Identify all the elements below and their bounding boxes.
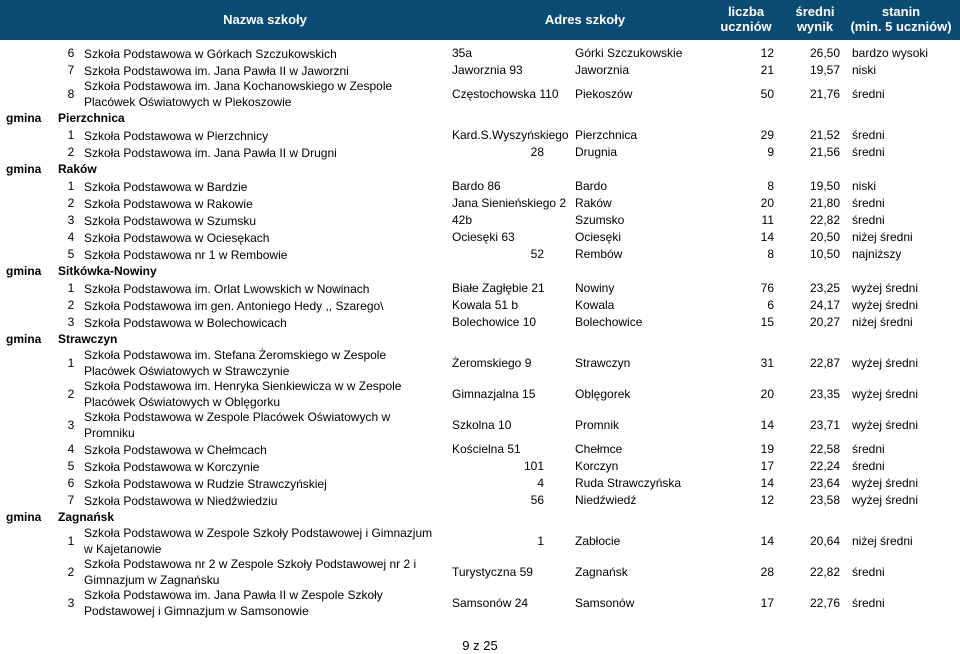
stanin-level: wyżej średni	[852, 280, 919, 295]
student-count: 15	[760, 314, 774, 329]
school-name: Szkoła Podstawowa w Zespole Szkoły Podstawowej i Gimnazjum w Kajetanowie	[84, 526, 433, 556]
row-number: 7	[67, 62, 75, 77]
row-number: 8	[67, 86, 75, 101]
school-city: Niedźwiedź	[575, 492, 637, 507]
header-count-line2: uczniów	[720, 19, 772, 34]
student-count: 9	[767, 144, 774, 159]
stanin-level: wyżej średni	[852, 417, 919, 432]
table-row	[0, 409, 960, 440]
school-address: Kowala 51 b	[452, 297, 519, 312]
school-name: Szkoła Podstawowa im. Henryka Sienkiewicza w w Zespole Placówek Oświatowych w Oblęgorku	[84, 379, 402, 409]
student-count: 8	[767, 246, 774, 261]
school-city: Bolechowice	[575, 314, 643, 329]
school-city: Drugnia	[575, 144, 618, 159]
stanin-level: średni	[852, 441, 885, 456]
student-count: 17	[760, 595, 774, 610]
school-address: Bardo 86	[452, 178, 501, 193]
gmina-row	[0, 330, 960, 347]
row-number: 3	[67, 417, 75, 432]
results-table	[0, 44, 960, 618]
student-count: 29	[760, 127, 774, 142]
school-city: Raków	[575, 195, 612, 210]
school-name: Szkoła Podstawowa im gen. Antoniego Hedy ,, Szarego\	[84, 298, 384, 313]
stanin-level: wyżej średni	[852, 355, 919, 370]
stanin-level: niżej średni	[852, 314, 913, 329]
header-level-line2: (min. 5 uczniów)	[850, 19, 952, 34]
table-row	[0, 143, 960, 160]
school-address: Turystyczna 59	[452, 564, 533, 579]
average-score: 26,50	[809, 45, 840, 60]
row-number: 2	[67, 564, 75, 579]
gmina-name: Raków	[58, 161, 97, 176]
row-number: 2	[67, 386, 75, 401]
student-count: 76	[760, 280, 774, 295]
average-score: 24,17	[809, 297, 840, 312]
average-score: 21,76	[809, 86, 840, 101]
stanin-level: wyżej średni	[852, 492, 919, 507]
row-number: 1	[67, 127, 75, 142]
school-city: Zabłocie	[575, 533, 621, 548]
school-name: Szkoła Podstawowa w Rudzie Strawczyńskiej	[84, 476, 327, 491]
school-address: Kard.S.Wyszyńskiego	[452, 127, 569, 142]
student-count: 21	[760, 62, 774, 77]
gmina-name: Zagnańsk	[58, 509, 115, 524]
school-city: Samsonów	[575, 595, 635, 610]
school-name: Szkoła Podstawowa im. Jana Pawła II w Jaworzni	[84, 63, 349, 78]
table-row	[0, 177, 960, 194]
school-city: Ruda Strawczyńska	[575, 475, 682, 490]
row-number: 1	[67, 280, 75, 295]
school-name: Szkoła Podstawowa w Pierzchnicy	[84, 128, 269, 143]
table-row	[0, 126, 960, 143]
stanin-level: średni	[852, 144, 885, 159]
header-name: Nazwa szkoły	[223, 12, 307, 27]
student-count: 11	[761, 212, 774, 227]
table-row	[0, 457, 960, 474]
student-count: 14	[760, 475, 774, 490]
table-row	[0, 245, 960, 262]
average-score: 23,35	[809, 386, 840, 401]
stanin-level: wyżej średni	[852, 386, 919, 401]
row-number: 1	[67, 355, 75, 370]
stanin-level: średni	[852, 86, 885, 101]
average-score: 23,64	[809, 475, 840, 490]
student-count: 31	[760, 355, 774, 370]
row-number: 1	[67, 533, 75, 548]
average-score: 21,56	[809, 144, 840, 159]
gmina-row	[0, 160, 960, 177]
average-score: 20,50	[809, 229, 840, 244]
stanin-level: średni	[852, 212, 885, 227]
school-name: Szkoła Podstawowa w Chełmcach	[84, 442, 267, 457]
school-city: Promnik	[575, 417, 620, 432]
table-row	[0, 347, 960, 378]
table-header	[0, 0, 960, 40]
school-address: Kościelna 51	[452, 441, 521, 456]
student-count: 14	[760, 417, 774, 432]
average-score: 22,58	[809, 441, 840, 456]
school-address: Częstochowska 110	[452, 86, 559, 101]
school-city: Piekoszów	[575, 86, 633, 101]
student-count: 14	[760, 229, 774, 244]
school-address: Żeromskiego 9	[452, 355, 532, 370]
average-score: 20,27	[809, 314, 840, 329]
table-row	[0, 279, 960, 296]
row-number: 1	[67, 178, 75, 193]
table-row	[0, 474, 960, 491]
table-row	[0, 440, 960, 457]
row-number: 5	[67, 246, 75, 261]
table-row	[0, 587, 960, 618]
stanin-level: średni	[852, 127, 885, 142]
average-score: 22,82	[809, 212, 840, 227]
average-score: 21,52	[809, 127, 840, 142]
stanin-level: najniższy	[852, 246, 902, 261]
average-score: 22,76	[809, 595, 840, 610]
student-count: 14	[760, 533, 774, 548]
average-score: 23,71	[809, 417, 840, 432]
table-row	[0, 525, 960, 556]
row-number: 2	[67, 195, 75, 210]
stanin-level: wyżej średni	[852, 475, 919, 490]
stanin-level: niżej średni	[852, 229, 913, 244]
gmina-label: gmina	[6, 509, 42, 524]
row-number: 3	[67, 314, 75, 329]
header-avg-line2: wynik	[796, 19, 834, 34]
school-address: 28	[530, 144, 544, 159]
student-count: 12	[760, 45, 774, 60]
school-name: Szkoła Podstawowa nr 1 w Rembowie	[84, 247, 288, 262]
average-score: 22,24	[809, 458, 840, 473]
average-score: 21,80	[809, 195, 840, 210]
stanin-level: niżej średni	[852, 533, 913, 548]
row-number: 2	[67, 297, 75, 312]
school-address: 42b	[452, 212, 473, 227]
student-count: 12	[760, 492, 774, 507]
school-name: Szkoła Podstawowa im. Orlat Lwowskich w Nowinach	[84, 281, 370, 296]
row-number: 4	[67, 441, 75, 456]
table-row	[0, 44, 960, 61]
school-city: Oblęgorek	[575, 386, 631, 401]
school-city: Zagnańsk	[575, 564, 628, 579]
table-row	[0, 296, 960, 313]
school-city: Chełmce	[575, 441, 623, 456]
school-address: Ociesęki 63	[452, 229, 515, 244]
school-name: Szkoła Podstawowa im. Jana Pawła II w Drugni	[84, 145, 337, 160]
student-count: 19	[760, 441, 774, 456]
school-name: Szkoła Podstawowa w Szumsku	[84, 213, 257, 228]
gmina-row	[0, 109, 960, 126]
school-city: Nowiny	[575, 280, 615, 295]
school-city: Bardo	[575, 178, 608, 193]
school-name: Szkoła Podstawowa w Zespole Placówek Oświatowych w Promniku	[84, 410, 391, 440]
gmina-name: Sitkówka-Nowiny	[58, 263, 157, 278]
school-city: Korczyn	[575, 458, 619, 473]
stanin-level: średni	[852, 564, 885, 579]
average-score: 19,50	[809, 178, 840, 193]
school-address: 56	[530, 492, 544, 507]
gmina-label: gmina	[6, 331, 42, 346]
school-name: Szkoła Podstawowa w Górkach Szczukowskich	[84, 46, 337, 61]
header-level-line1: stanin	[881, 4, 921, 19]
gmina-name: Strawczyn	[58, 331, 118, 346]
table-row	[0, 61, 960, 78]
school-city: Górki Szczukowskie	[575, 45, 683, 60]
school-address: Szkolna 10	[452, 417, 512, 432]
stanin-level: wyżej średni	[852, 297, 919, 312]
student-count: 20	[760, 386, 774, 401]
stanin-level: średni	[852, 595, 885, 610]
student-count: 17	[760, 458, 774, 473]
table-row	[0, 556, 960, 587]
table-row	[0, 313, 960, 330]
table-row	[0, 211, 960, 228]
table-row	[0, 194, 960, 211]
school-name: Szkoła Podstawowa w Niedźwiedziu	[84, 493, 278, 508]
average-score: 22,82	[809, 564, 840, 579]
gmina-row	[0, 508, 960, 525]
average-score: 22,87	[809, 355, 840, 370]
student-count: 8	[767, 178, 774, 193]
school-city: Rembów	[575, 246, 623, 261]
header-address: Adres szkoły	[544, 12, 626, 27]
school-name: Szkoła Podstawowa w Ociesękach	[84, 230, 270, 245]
school-address: Samsonów 24	[452, 595, 529, 610]
student-count: 50	[760, 86, 774, 101]
stanin-level: bardzo wysoki	[852, 45, 929, 60]
school-city: Pierzchnica	[575, 127, 638, 142]
stanin-level: niski	[852, 178, 877, 193]
row-number: 5	[67, 458, 75, 473]
school-name: Szkoła Podstawowa nr 2 w Zespole Szkoły Podstawowej nr 2 i Gimnazjum w Zagnańsku	[84, 557, 417, 587]
stanin-level: średni	[852, 195, 885, 210]
average-score: 20,64	[809, 533, 840, 548]
average-score: 19,57	[809, 62, 840, 77]
school-address: Jana Sienieńskiego 2	[452, 195, 567, 210]
table-row	[0, 228, 960, 245]
table-row	[0, 491, 960, 508]
school-name: Szkoła Podstawowa im. Jana Kochanowskiego w Zespole Placówek Oświatowych w Piekoszowie	[84, 79, 393, 109]
school-address: 101	[523, 458, 544, 473]
school-address: 4	[537, 475, 544, 490]
average-score: 10,50	[809, 246, 840, 261]
school-city: Szumsko	[575, 212, 625, 227]
gmina-label: gmina	[6, 161, 42, 176]
school-address: Białe Zagłębie 21	[452, 280, 545, 295]
school-address: 52	[530, 246, 544, 261]
school-city: Ociesęki	[575, 229, 622, 244]
school-address: Gimnazjalna 15	[452, 386, 536, 401]
stanin-level: średni	[852, 458, 885, 473]
school-name: Szkoła Podstawowa im. Stefana Żeromskiego w Zespole Placówek Oświatowych w Strawczynie	[84, 348, 387, 378]
gmina-row	[0, 262, 960, 279]
student-count: 6	[767, 297, 774, 312]
school-name: Szkoła Podstawowa w Bolechowicach	[84, 315, 287, 330]
school-address: Bolechowice 10	[452, 314, 537, 329]
average-score: 23,58	[809, 492, 840, 507]
average-score: 23,25	[809, 280, 840, 295]
student-count: 28	[760, 564, 774, 579]
stanin-level: niski	[852, 62, 877, 77]
page-number: 9 z 25	[462, 638, 498, 653]
school-name: Szkoła Podstawowa w Korczynie	[84, 459, 260, 474]
school-address: 1	[537, 533, 544, 548]
student-count: 20	[760, 195, 774, 210]
school-name: Szkoła Podstawowa im. Jana Pawła II w Zespole Szkoły Podstawowej i Gimnazjum w Samsonowie	[84, 588, 383, 618]
school-city: Strawczyn	[575, 355, 631, 370]
header-count-line1: liczba	[727, 4, 765, 19]
row-number: 3	[67, 595, 75, 610]
gmina-label: gmina	[6, 263, 42, 278]
school-name: Szkoła Podstawowa w Rakowie	[84, 196, 253, 211]
row-number: 6	[67, 45, 75, 60]
school-address: Jaworznia 93	[452, 62, 523, 77]
table-row	[0, 78, 960, 109]
row-number: 6	[67, 475, 75, 490]
row-number: 7	[67, 492, 75, 507]
school-name: Szkoła Podstawowa w Bardzie	[84, 179, 248, 194]
gmina-label: gmina	[6, 110, 42, 125]
row-number: 3	[67, 212, 75, 227]
table-row	[0, 378, 960, 409]
row-number: 2	[67, 144, 75, 159]
header-avg-line1: średni	[795, 4, 835, 19]
school-city: Jaworznia	[575, 62, 630, 77]
school-address: 35a	[452, 45, 473, 60]
school-city: Kowala	[575, 297, 615, 312]
gmina-name: Pierzchnica	[58, 110, 125, 125]
row-number: 4	[67, 229, 75, 244]
